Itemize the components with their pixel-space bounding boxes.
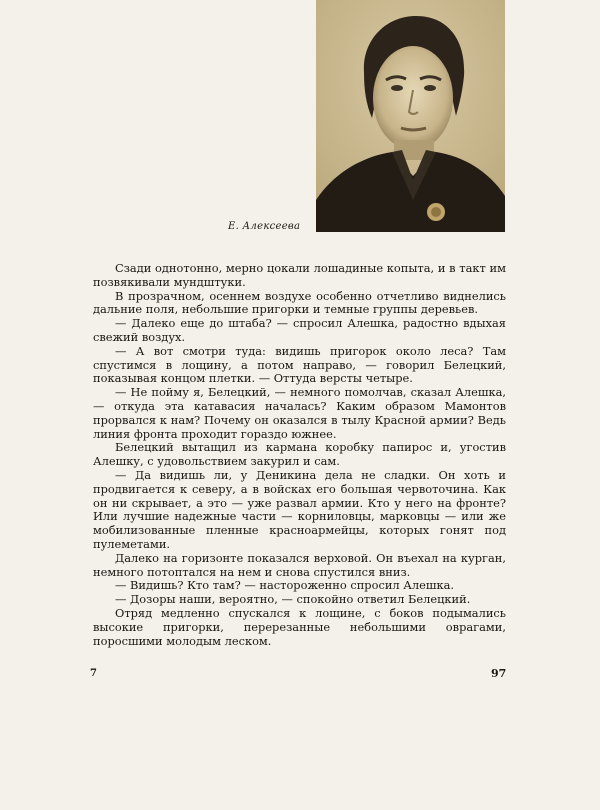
paragraph: — Не пойму я, Белецкий, — немного помолчав, сказал Алешка, — откуда эта катавасия началась? Каким образом Мамонтов прорвался к нам? Почему он оказался в тылу Красной армии? Ведь линия фронта проходит гораздо южнее. — [93, 385, 506, 441]
paragraph: Далеко на горизонте показался верховой. Он въехал на курган, немного потоптался на нем и снова спустился вниз. — [93, 550, 506, 579]
paragraph: — Далеко еще до штаба? — спросил Алешка, радостно вдыхая свежий воздух. — [93, 316, 506, 344]
paragraph: Белецкий вытащил из кармана коробку папирос и, угостив Алешку, с удовольствием закурил и сам. — [93, 440, 506, 469]
signature-mark: 7 — [90, 668, 97, 679]
page-number: 97 — [491, 667, 507, 680]
paragraph: — Видишь? Кто там? — настороженно спросил Алешка. — [115, 578, 455, 593]
paragraph: — Дозоры наши, вероятно, — спокойно ответил Белецкий. — [115, 592, 471, 607]
paragraph: Сзади однотонно, мерно цокали лошадиные копыта, и в такт им позвякивали мундштуки. — [93, 261, 506, 289]
paragraph: — Да видишь ли, у Деникина дела не сладки. Он хоть и продвигается к северу, а в войсках его большая червоточина. Как он ни скрывает, а это — уже развал армии. Кто у него на фронте? Или лучшие надежные части — корниловцы, марковцы — или же мобилизованные пленные красноармейцы, которых гонят под пулеметами. — [93, 467, 506, 551]
paragraph: Отряд медленно спускался к лощине, с боков подымались высокие пригорки, перерезанные небольшими оврагами, поросшими молодым леском. — [93, 605, 506, 648]
body-text — [93, 262, 506, 648]
paragraph: В прозрачном, осеннем воздухе особенно отчетливо виднелись дальние поля, небольшие пригорки и темные группы деревьев. — [93, 288, 506, 317]
photo-caption: Е. Алексеева — [228, 221, 301, 232]
portrait-image — [316, 0, 505, 232]
portrait-photo — [316, 0, 505, 232]
paragraph: — А вот смотри туда: видишь пригорок около леса? Там спустимся в лощину, а потом направо, — говорил Белецкий, показывая концом плетки. — Оттуда версты четыре. — [93, 343, 506, 386]
